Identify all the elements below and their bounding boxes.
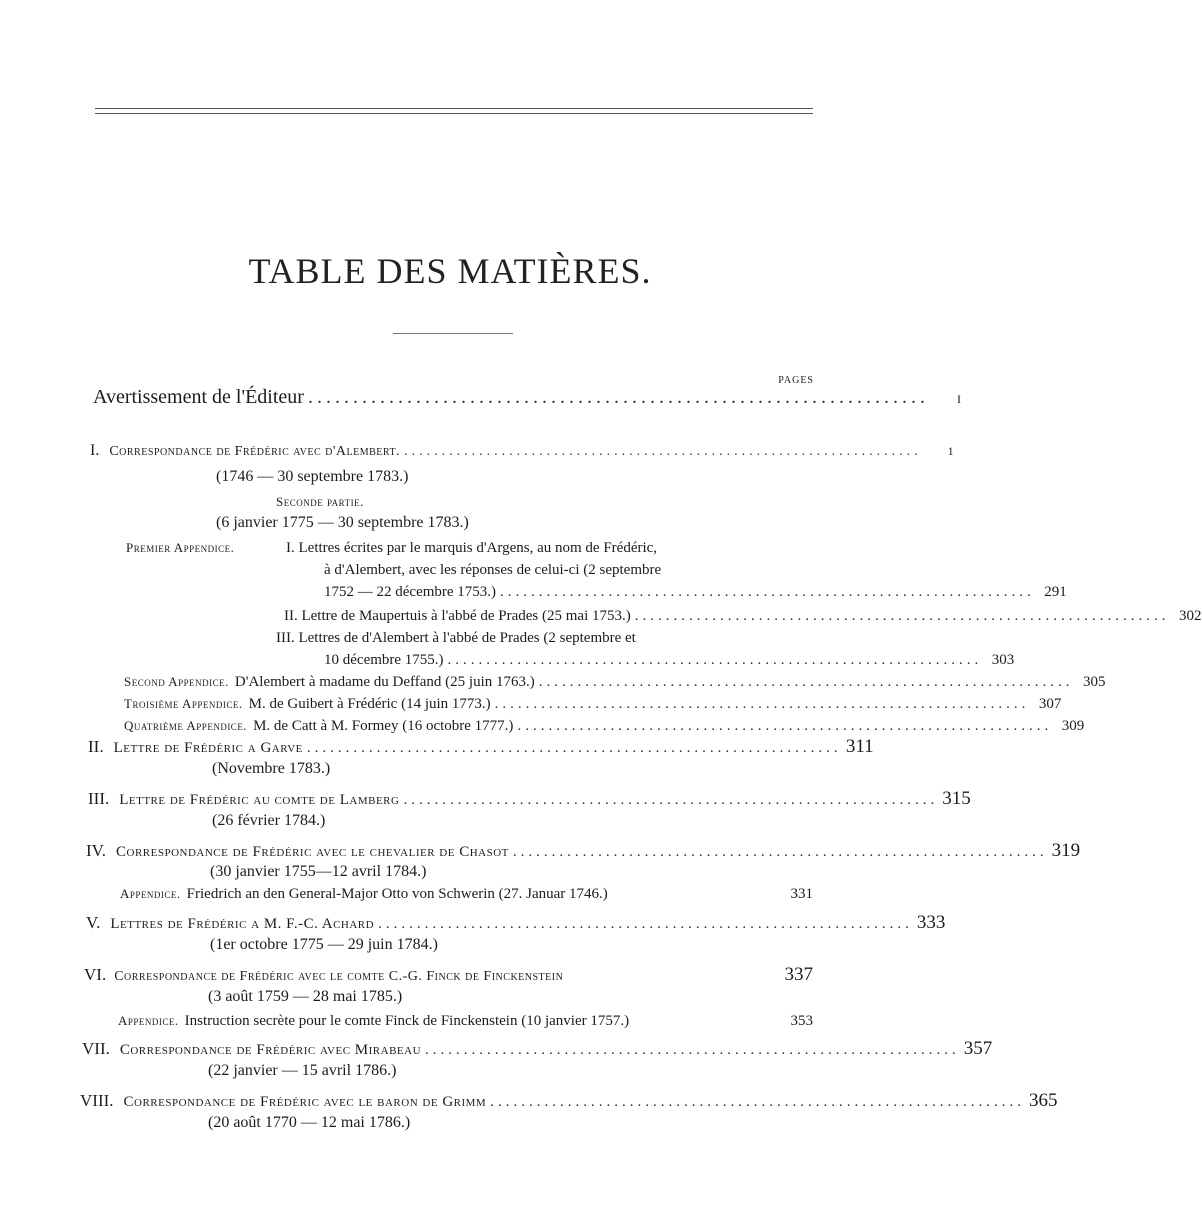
entry-number: V. (86, 913, 101, 932)
entry-text: II. Lettre de Maupertuis à l'abbé de Prades (25 mai 1753.) (284, 608, 631, 624)
appendix-iii-line-1: III. Lettres de d'Alembert à l'abbé de Prades (2 septembre et (276, 630, 636, 646)
seconde-partie-dates: (6 janvier 1775 — 30 septembre 1783.) (216, 514, 469, 531)
entry-dates: (3 août 1759 — 28 mai 1785.) (208, 988, 403, 1005)
page-number: 365 (1028, 1090, 1058, 1111)
toc-entry-3[interactable] (88, 788, 971, 810)
entry-text: Correspondance de Frédéric avec le baron de Grimm (123, 1094, 487, 1110)
entry-text: D'Alembert à madame du Deffand (25 juin 1763.) (234, 674, 535, 690)
entry-dates: (30 janvier 1755—12 avril 1784.) (210, 863, 427, 880)
entry-text: M. de Guibert à Frédéric (14 juin 1773.) (248, 696, 491, 712)
appendix-label: Appendice. (118, 1013, 179, 1028)
toc-entry-7[interactable] (82, 1038, 993, 1060)
top-rule (95, 108, 813, 109)
page-number: 337 (784, 964, 813, 985)
toc-entry-5[interactable] (86, 912, 946, 934)
appendix-troisieme[interactable] (124, 696, 1062, 713)
page-number: 319 (1051, 840, 1081, 861)
appendix-label: Appendice. (120, 886, 181, 901)
page-number: 1 (947, 444, 954, 458)
entry-text: M. de Catt à M. Formey (16 octobre 1777.) (253, 718, 514, 734)
page-number: 291 (1044, 584, 1067, 600)
page-number: 302 (1179, 608, 1202, 624)
leader-dots: ..................................................................... (494, 696, 1030, 712)
page-number: 305 (1083, 674, 1106, 690)
leader-dots: ..................................................................... (538, 674, 1074, 690)
entry-text: 1752 — 22 décembre 1753.) (324, 584, 497, 600)
page-number: 307 (1038, 696, 1062, 712)
entry-dates: (Novembre 1783.) (212, 760, 331, 777)
entry-dates: (20 août 1770 — 12 mai 1786.) (208, 1114, 411, 1131)
page-number: 357 (963, 1038, 993, 1059)
appendix-ii[interactable] (284, 608, 1202, 625)
appendix-i-line-1: I. Lettres écrites par le marquis d'Argens, au nom de Frédéric, (286, 540, 658, 556)
entry-text: Correspondance de Frédéric avec d'Alembert. (109, 444, 401, 459)
toc-entry-8[interactable] (80, 1090, 1058, 1112)
appendix-i-line-2: à d'Alembert, avec les réponses de celui-ci (2 septembre (324, 562, 662, 578)
page-number: I (956, 392, 961, 406)
leader-dots: ..................................................................... (517, 718, 1053, 734)
pages-column-header: PAGES (778, 375, 814, 386)
entry-text: Correspondance de Frédéric avec le comte C.-G. Finck de Finckenstein (114, 969, 564, 984)
leader-dots: ..................................................................... (403, 792, 939, 808)
appendix-quatrieme[interactable] (124, 718, 1085, 735)
leader-dots: ..................................................................... (512, 844, 1048, 860)
page-number: 315 (942, 788, 971, 809)
entry-number: IV. (86, 841, 106, 860)
seconde-partie-heading: Seconde partie. (276, 494, 364, 509)
entry-number: VI. (84, 965, 107, 984)
toc-entry-1[interactable] (90, 442, 954, 460)
entry-dates: (1746 — 30 septembre 1783.) (216, 468, 409, 485)
leader-dots: ..................................................................... (490, 1094, 1025, 1110)
page-number: 309 (1061, 718, 1085, 734)
appendix-label-premier: Premier Appendice. (126, 540, 235, 555)
entry-text: Lettre de Frédéric au comte de Lamberg (119, 792, 400, 808)
page-number: 303 (991, 652, 1015, 668)
entry-number: I. (90, 442, 100, 459)
appendix-i-line-3[interactable] (324, 584, 1067, 601)
toc-entry-6[interactable] (84, 964, 813, 986)
page-title: TABLE DES MATIÈRES. (248, 251, 652, 291)
leader-dots: ..................................................................... (425, 1042, 960, 1058)
appendix-iii-line-2[interactable] (324, 652, 1015, 669)
page-number: 331 (790, 886, 813, 902)
toc-entry-6-appendix[interactable] (118, 1013, 813, 1030)
entry-text: Lettres de Frédéric a M. F.-C. Achard (110, 916, 375, 932)
entry-text: Lettre de Frédéric a Garve (113, 740, 303, 756)
entry-dates: (26 février 1784.) (212, 812, 326, 829)
entry-text: Friedrich an den General-Major Otto von Schwerin (27. Januar 1746.) (186, 886, 608, 902)
page-number: 311 (845, 736, 874, 757)
toc-entry-4[interactable] (86, 840, 1081, 862)
leader-dots: ..................................................................... (306, 740, 842, 756)
toc-entry-4-appendix[interactable] (120, 886, 813, 903)
appendix-second[interactable] (124, 674, 1106, 691)
page-number: 353 (790, 1013, 813, 1029)
title-rule (393, 333, 513, 334)
toc-entry-avertissement[interactable] (93, 386, 961, 409)
entry-dates: (1er octobre 1775 — 29 juin 1784.) (210, 936, 438, 953)
entry-dates: (22 janvier — 15 avril 1786.) (208, 1062, 397, 1079)
entry-text: 10 décembre 1755.) (324, 652, 444, 668)
page-number: 333 (916, 912, 946, 933)
leader-dots: ..................................................................... (500, 584, 1035, 600)
top-rule-second (95, 113, 813, 114)
entry-number: II. (88, 737, 104, 756)
leader-dots: ..................................................................... (404, 444, 922, 459)
entry-text: Correspondance de Frédéric avec Mirabeau (119, 1042, 422, 1058)
appendix-label: Quatrième Appendice. (124, 718, 248, 733)
leader-dots: ..................................................................... (378, 916, 913, 932)
entry-number: VII. (82, 1039, 110, 1058)
leader-dots: ..................................................................... (447, 652, 983, 668)
entry-number: III. (88, 789, 110, 808)
toc-entry-2[interactable] (88, 736, 874, 758)
appendix-label: Troisième Appendice. (124, 696, 243, 711)
entry-text: Avertissement de l'Éditeur (93, 386, 304, 408)
entry-text: Instruction secrète pour le comte Finck de Finckenstein (10 janvier 1757.) (184, 1013, 630, 1029)
appendix-label: Second Appendice. (124, 674, 229, 689)
entry-text: Correspondance de Frédéric avec le chevalier de Chasot (116, 844, 509, 860)
leader-dots: ..................................................................... (634, 608, 1170, 624)
leader-dots: ..................................................................... (307, 386, 929, 408)
entry-number: VIII. (80, 1091, 114, 1110)
